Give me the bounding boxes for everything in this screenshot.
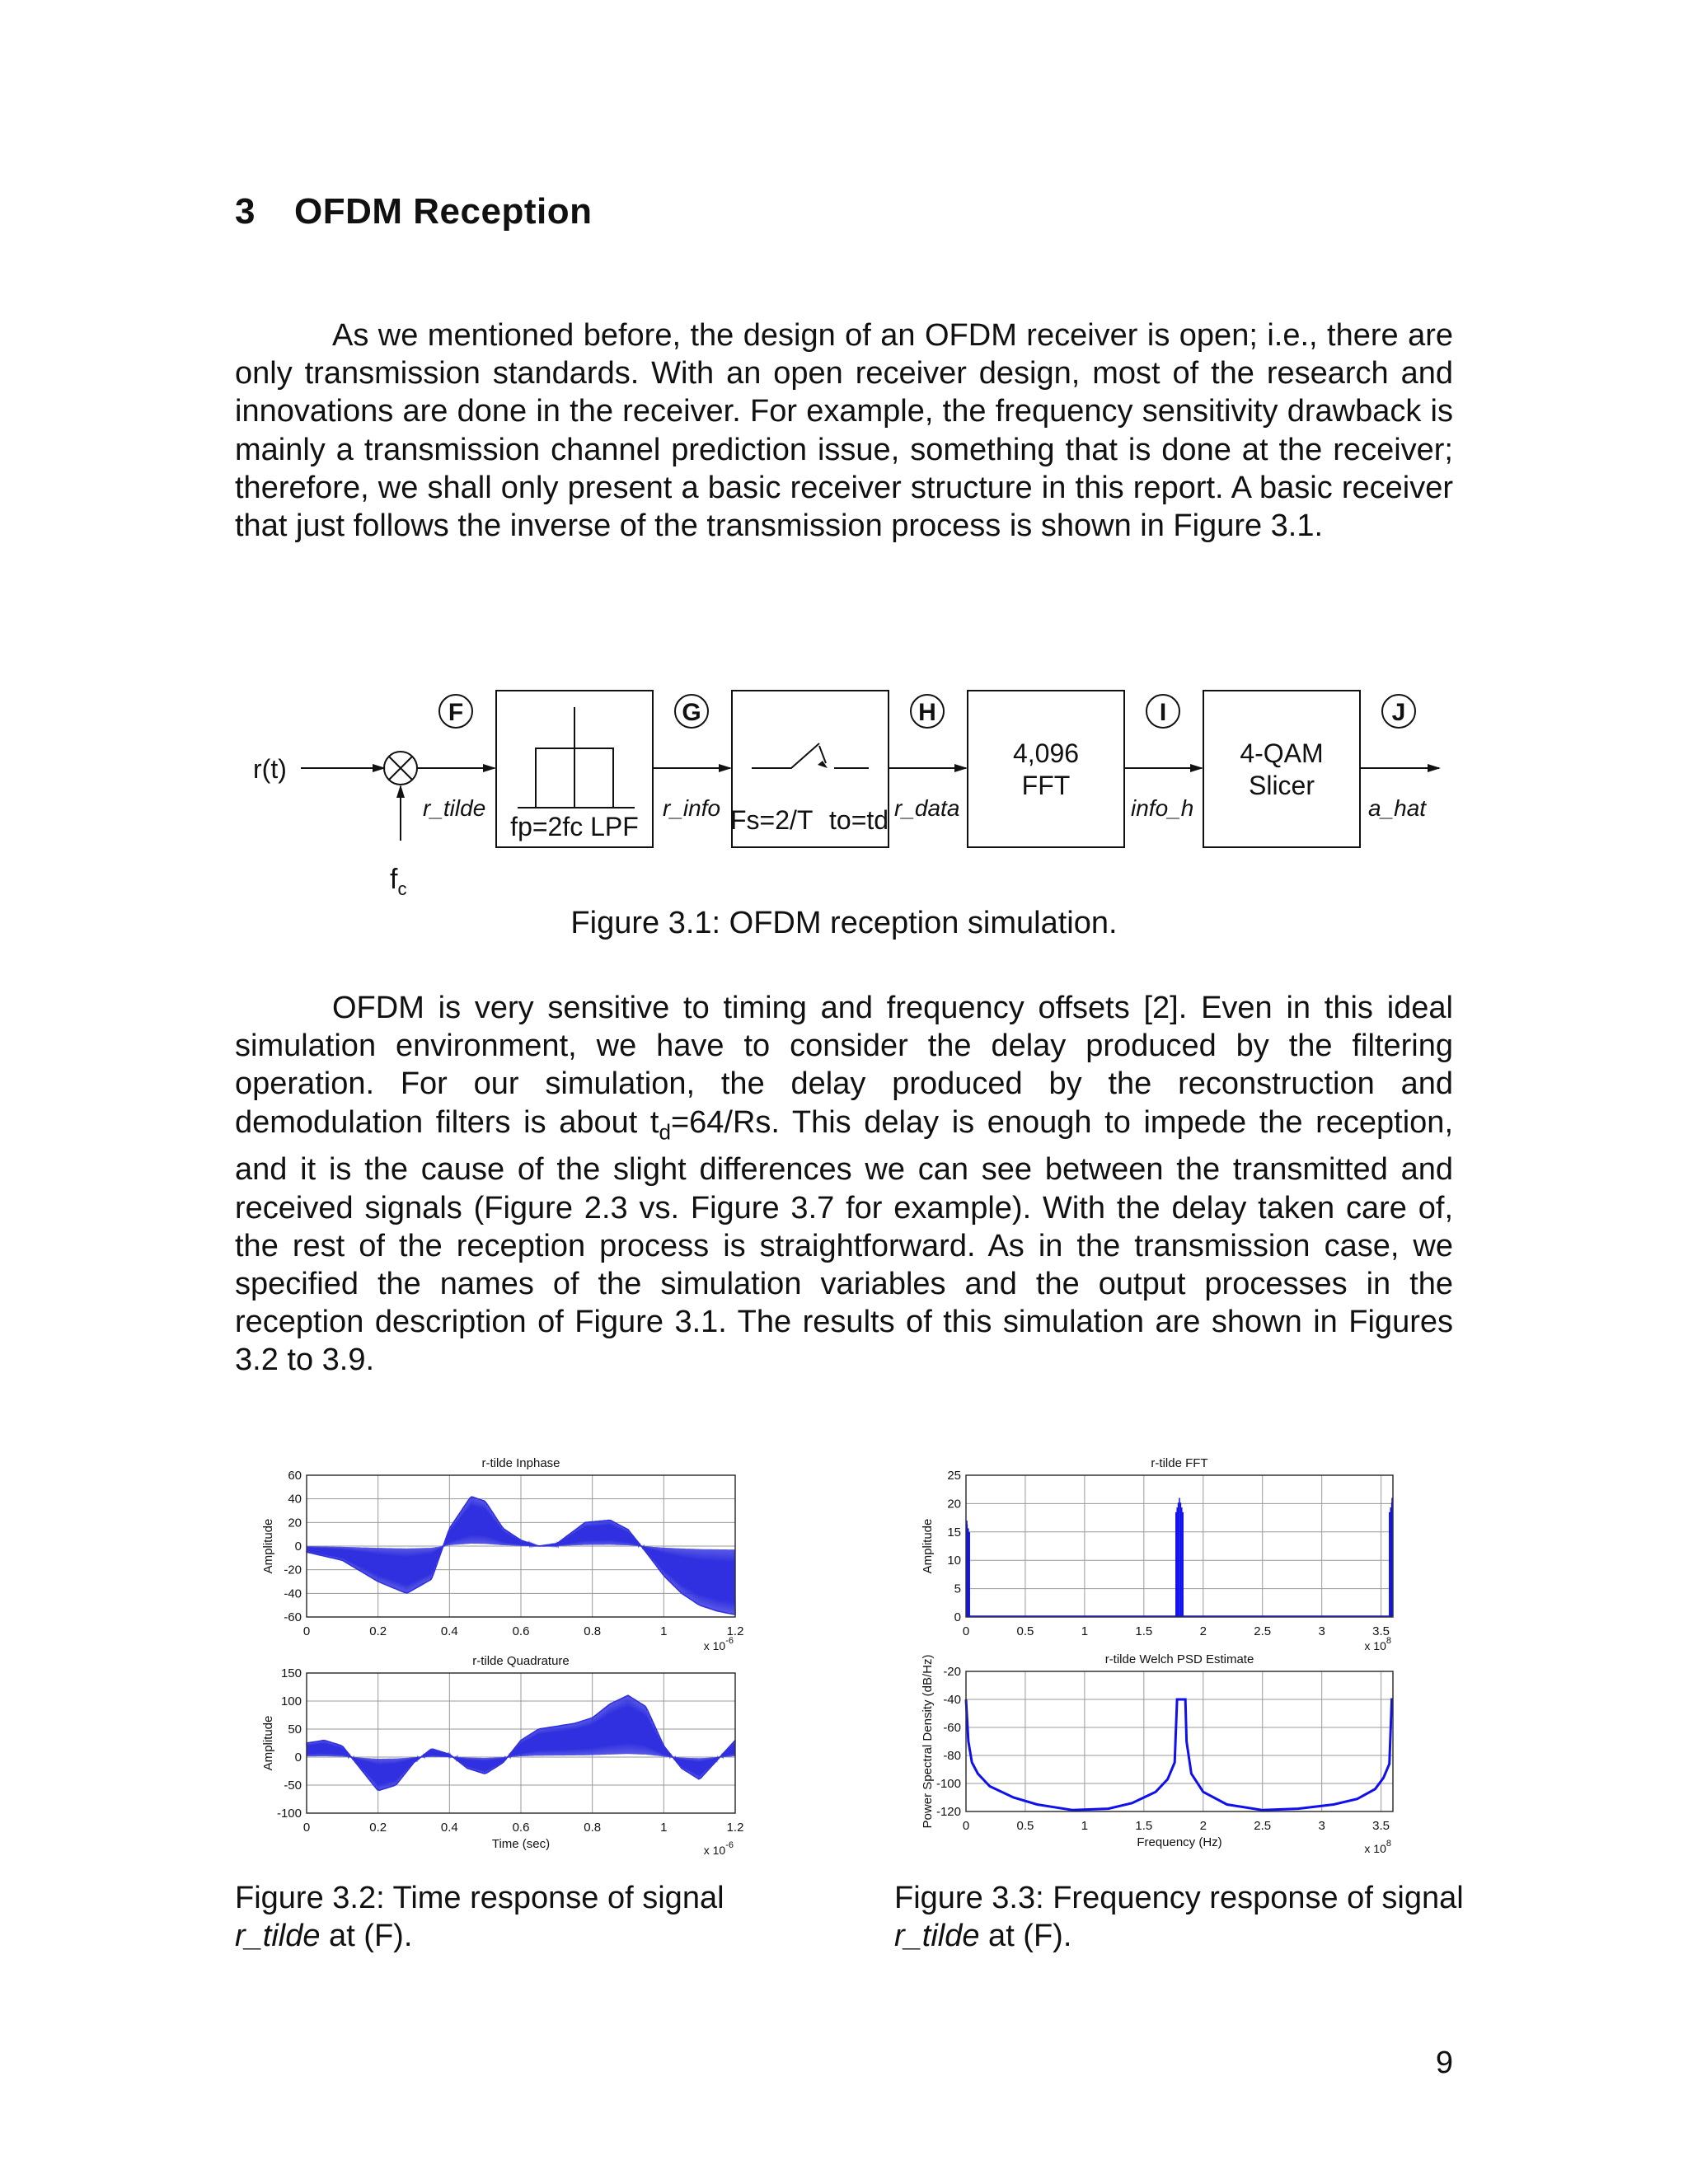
section-title: OFDM Reception: [294, 191, 593, 232]
chart-1-multiplier: x $10^{-6}$: [703, 1636, 734, 1652]
chart-1-ytick: -40: [284, 1586, 302, 1601]
chart-4-xtick: 2.5: [1254, 1819, 1272, 1833]
chart-2-ytick: -100: [276, 1807, 302, 1821]
chart-1-xtick: 1.2: [726, 1624, 744, 1638]
chart-2-multiplier: x $10^{-6}$: [703, 1840, 734, 1857]
chart-3-xtick: 1: [1081, 1624, 1089, 1638]
chart-1-ylabel: Amplitude: [261, 1518, 275, 1574]
chart-4-ytick: -80: [943, 1749, 961, 1763]
chart-4-ytick: -20: [943, 1665, 961, 1679]
chart-3-title: r-tilde FFT: [1151, 1456, 1208, 1470]
chart-1-xtick: 0: [302, 1624, 311, 1638]
chart-3-ytick: 20: [947, 1497, 961, 1511]
chart-1-ytick: -60: [284, 1610, 302, 1624]
chart-3: [966, 1475, 1393, 1617]
chart-2-xtick: 0.6: [512, 1821, 530, 1835]
figure-3-1-caption: Figure 3.1: OFDM reception simulation.: [570, 906, 1118, 940]
chart-1-title: r-tilde Inphase: [481, 1456, 560, 1470]
chart-3-multiplier: x $10^8$: [1364, 1636, 1391, 1652]
lpf-label: fp=2fc LPF: [510, 812, 639, 841]
section-heading: [235, 191, 592, 232]
chart-4-xtick: 3.5: [1372, 1819, 1390, 1833]
chart-4-xtick: 0.5: [1016, 1819, 1034, 1833]
slicer-label-1: 4-QAM: [1240, 738, 1324, 768]
chart-2-xlabel: Time (sec): [491, 1837, 551, 1851]
point-i-label: I: [1159, 699, 1167, 726]
chart-2-xtick: 0.4: [440, 1821, 458, 1835]
chart-1-ytick: 0: [294, 1540, 302, 1554]
signal-a-hat: a_hat: [1368, 795, 1427, 821]
chart-4-xlabel: Frequency (Hz): [1137, 1835, 1222, 1849]
chart-3-ytick: 15: [947, 1525, 961, 1540]
chart-3-ytick: 0: [954, 1610, 961, 1624]
point-j-label: J: [1391, 699, 1406, 726]
chart-3-xtick: 2: [1199, 1624, 1207, 1638]
chart-4-ytick: -60: [943, 1721, 961, 1735]
chart-2-xtick: 0: [302, 1821, 311, 1835]
chart-1-xtick: 0.8: [584, 1624, 602, 1638]
chart-2-ytick: -50: [284, 1779, 302, 1793]
chart-2-ytick: 150: [280, 1666, 302, 1680]
chart-1-xtick: 0.6: [512, 1624, 530, 1638]
sampler-fs-label: Fs=2/T: [730, 805, 814, 835]
chart-2-ytick: 100: [280, 1694, 302, 1708]
chart-1-xtick: 1: [660, 1624, 668, 1638]
chart-3-ylabel: Amplitude: [921, 1518, 935, 1574]
chart-3-xtick: 3.5: [1372, 1624, 1390, 1638]
chart-2-xtick: 0.2: [369, 1821, 387, 1835]
chart-4: [966, 1671, 1393, 1811]
figure-3-2-caption: Figure 3.2: Time response of signal r_tilde at (F).: [235, 1881, 724, 1953]
chart-4-title: r-tilde Welch PSD Estimate: [1104, 1652, 1254, 1666]
figure-plots: [0, 1442, 1688, 1871]
point-g-label: G: [682, 699, 701, 726]
page-number: 9: [1435, 2046, 1453, 2080]
chart-4-xtick: 3: [1318, 1819, 1325, 1833]
chart-3-xtick: 0.5: [1016, 1624, 1034, 1638]
paragraph-delay: [235, 989, 1453, 1380]
chart-2-xtick: 0.8: [584, 1821, 602, 1835]
carrier-label: $f_c$: [390, 864, 407, 899]
chart-1-xtick: 0.4: [440, 1624, 458, 1638]
paragraph-intro-text: As we mentioned before, the design of an OFDM receiver is open; i.e., there are only transmission standards. With an open receiver design, most of the research and innovations are done in the receiver. For example, the frequency sensitivity drawback is mainly a transmission channel prediction issue, something that is done at the receiver; therefore, we shall only present a basic receiver structure in this report. A basic receiver that just follows the inverse of the transmission process is shown in Figure 3.1.: [235, 318, 1453, 544]
chart-2-ytick: 50: [288, 1722, 302, 1736]
chart-4-xtick: 0: [962, 1819, 970, 1833]
chart-4-xtick: 2: [1199, 1819, 1207, 1833]
signal-r-tilde: r_tilde: [423, 795, 486, 821]
chart-1-ytick: 40: [288, 1492, 302, 1507]
chart-4-ytick: -100: [935, 1777, 961, 1791]
chart-1-xtick: 0.2: [369, 1624, 387, 1638]
chart-3-ytick: 10: [947, 1554, 961, 1568]
sampler-to-label: to=td: [829, 805, 889, 835]
chart-3-ytick: 25: [947, 1469, 961, 1483]
chart-2: [307, 1673, 735, 1813]
chart-4-xtick: 1.5: [1135, 1819, 1153, 1833]
chart-3-xtick: 3: [1318, 1624, 1325, 1638]
signal-info-h: info_h: [1131, 795, 1194, 821]
chart-2-xtick: 1: [660, 1821, 668, 1835]
figure-3-1-diagram: [0, 676, 1688, 907]
chart-4-frame: [966, 1671, 1393, 1811]
section-number: 3: [235, 191, 256, 232]
figure-3-3-caption: Figure 3.3: Frequency response of signal r_tilde at (F).: [894, 1881, 1464, 1953]
paragraph-intro: [235, 316, 1453, 545]
point-h-label: H: [918, 699, 936, 726]
chart-3-ytick: 5: [954, 1582, 961, 1596]
chart-2-ylabel: Amplitude: [261, 1715, 275, 1771]
chart-3-xtick: 1.5: [1135, 1624, 1153, 1638]
chart-2-xtick: 1.2: [726, 1821, 744, 1835]
chart-4-psd-line: [966, 1699, 1393, 1810]
slicer-block: [1203, 691, 1360, 847]
signal-r-data: r_data: [894, 795, 960, 821]
slicer-label-2: Slicer: [1248, 771, 1315, 800]
fft-label-2: FFT: [1021, 771, 1071, 800]
chart-1-ytick: -20: [284, 1563, 302, 1577]
chart-4-ytick: -40: [943, 1693, 961, 1707]
chart-1-ytick: 60: [288, 1469, 302, 1483]
fft-label-1: 4,096: [1012, 738, 1080, 768]
paragraph-delay-text: OFDM is very sensitive to timing and frequency offsets [2]. Even in this ideal simulation environment, we have to consider the delay produced by the filtering operation. For our simulation, the delay produced by the reconstruction and demodulation filters is about $t_d=64/Rs$. This delay is enough to impede the reception, and it is the cause of the slight differences we can see between the transmitted and received signals (Figure 2.3 vs. Figure 3.7 for example). With the delay taken care of, the rest of the reception process is straightforward. As in the transmission case, we specified the names of the simulation variables and the output processes in the reception description of Figure 3.1. The results of this simulation are shown in Figures 3.2 to 3.9.: [235, 991, 1453, 1378]
chart-1-ytick: 20: [288, 1516, 302, 1530]
chart-3-xtick: 2.5: [1254, 1624, 1272, 1638]
chart-4-ytick: -120: [935, 1805, 961, 1819]
chart-4-multiplier: x $10^8$: [1364, 1839, 1391, 1855]
chart-4-ylabel: Power Spectral Density (dB/Hz): [921, 1654, 935, 1829]
chart-1: [307, 1475, 735, 1617]
fft-block: [968, 691, 1124, 847]
input-label: r(t): [253, 754, 287, 784]
chart-2-title: r-tilde Quadrature: [472, 1654, 570, 1668]
chart-4-xtick: 1: [1081, 1819, 1089, 1833]
signal-r-info: r_info: [663, 795, 721, 821]
point-f-label: F: [448, 699, 464, 726]
chart-2-ytick: 0: [294, 1750, 302, 1765]
chart-3-xtick: 0: [962, 1624, 970, 1638]
